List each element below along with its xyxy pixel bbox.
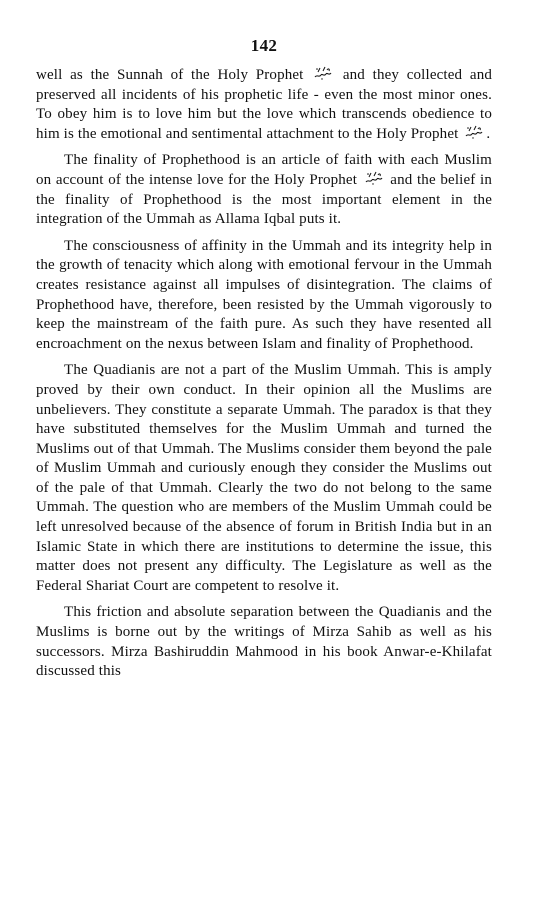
body-text [36,66,492,682]
paragraph-text: The Quadianis are not a part of the Muslim Ummah. This is amply proved by their own conduct. In their opinion all the Muslims are unbelievers. They constitute a separate Ummah. The paradox is that they have substituted themselves for the Muslim Ummah and turned the Muslims out of that Ummah. The Muslims consider them beyond the pale of Muslim Ummah and curiously enough they consider the Muslims out of the pale of that Ummah. Clearly the two do not belong to the same Ummah. The question who are members of the Muslim Ummah could be left unresolved because of the absence of forum in British India but in an Islamic State in which there are institutions to determine the issue, this matter does not present any difficulty. The Legislature as well as the Federal Shariat Court are competent to resolve it. [36,362,492,594]
paragraph-text: well as the Sunnah of the Holy Prophet [36,67,312,83]
pbuh-calligraphy-icon [364,171,384,185]
paragraph-text: The finality of Prophethood is an article of faith with each Muslim on account of the intense love for the Holy Prophet [36,152,492,188]
paragraph-text: and the belief in the finality of Prophethood is the most important element in the integration of the Ummah as Allama Iqbal puts it. [36,171,492,228]
pbuh-calligraphy-icon [464,125,484,139]
paragraph-text: . [486,125,491,142]
paragraph [36,66,492,144]
paragraph [36,237,492,355]
paragraph-text: and they collected and preserved all incidents of his prophetic life - even the most minor ones. To obey him is to love him but the love which transcends obedience to him is the emotional and sentimental attachment to the Holy Prophet [36,67,492,142]
paragraph [36,603,492,681]
paragraph [36,361,492,596]
page-number: 142 [250,36,278,55]
paragraph-text: This friction and absolute separation between the Quadianis and the Muslims is borne out by the writings of Mirza Sahib as well as his successors. Mirza Bashiruddin Mahmood in his book Anwar-e-Khilafat discussed this [36,604,492,680]
book-page [36,36,492,689]
paragraph [36,151,492,229]
paragraph-text: The consciousness of affinity in the Ummah and its integrity help in the growth of tenacity which along with emotional fervour in the Ummah creates resistance against all impulses of disintegration. The claims of Prophethood have, therefore, been resisted by the Ummah vigorously to keep the mainstream of the faith pure. As such they have resented all encroachment on the nexus between Islam and finality of Prophethood. [36,237,492,352]
pbuh-calligraphy-icon [313,66,333,80]
